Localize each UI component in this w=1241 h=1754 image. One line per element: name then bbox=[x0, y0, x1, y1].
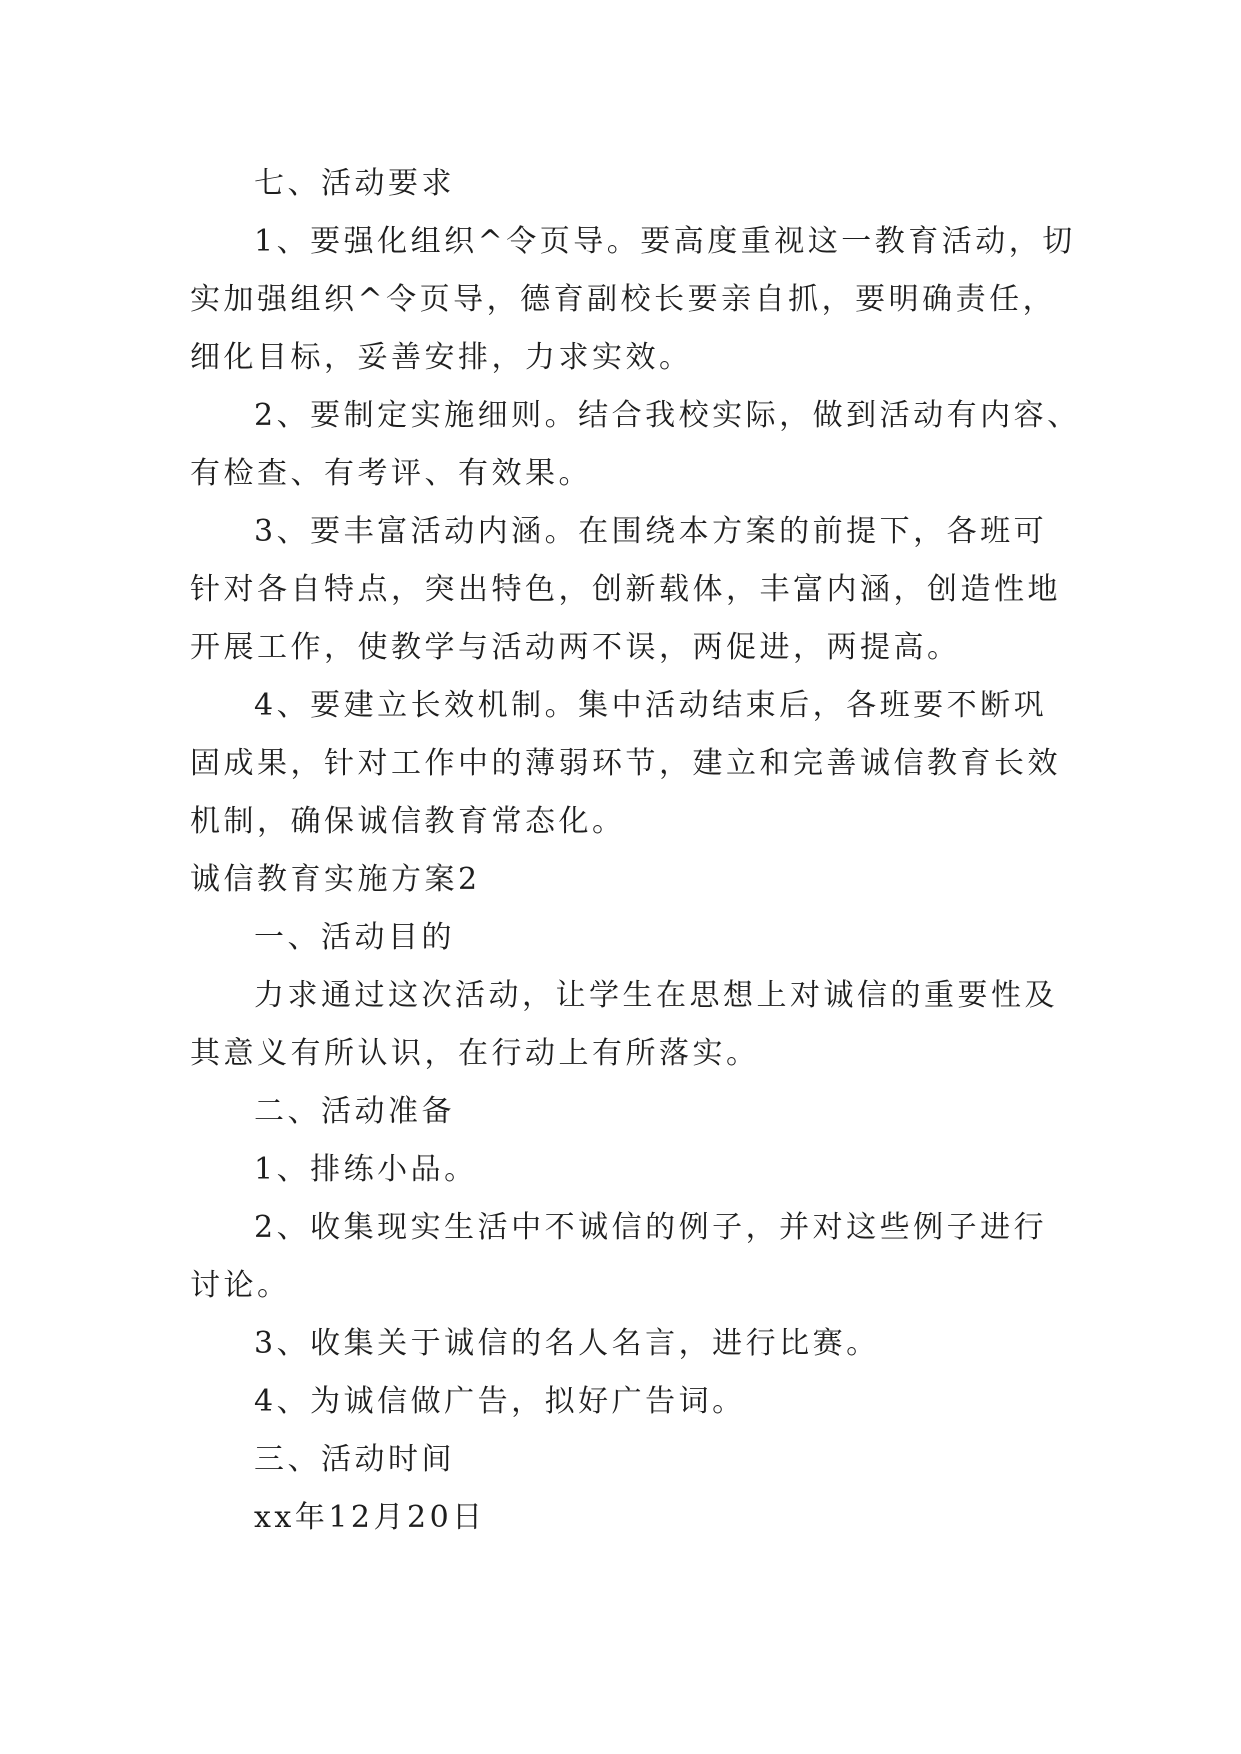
paragraph-line: 机制，确保诚信教育常态化。 bbox=[190, 804, 626, 839]
paragraph-line: 针对各自特点，突出特色，创新载体，丰富内涵，创造性地 bbox=[190, 572, 1061, 607]
section-heading-requirements: 七、活动要求 bbox=[254, 166, 455, 201]
paragraph-line: 固成果，针对工作中的薄弱环节，建立和完善诚信教育长效 bbox=[190, 746, 1061, 781]
section-heading-purpose: 一、活动目的 bbox=[254, 920, 455, 955]
paragraph-line: 讨论。 bbox=[190, 1268, 291, 1303]
paragraph-line: 其意义有所认识，在行动上有所落实。 bbox=[190, 1036, 760, 1071]
paragraph-line: 力求通过这次活动，让学生在思想上对诚信的重要性及 bbox=[254, 978, 1058, 1013]
paragraph-line: 有检查、有考评、有效果。 bbox=[190, 456, 592, 491]
activity-date: xx年12月20日 bbox=[254, 1500, 486, 1535]
paragraph-line: 4、要建立长效机制。集中活动结束后，各班要不断巩 bbox=[254, 688, 1048, 723]
list-item: 2、收集现实生活中不诚信的例子，并对这些例子进行 bbox=[254, 1210, 1048, 1245]
paragraph-line: 细化目标，妥善安排，力求实效。 bbox=[190, 340, 693, 375]
paragraph-line: 2、要制定实施细则。结合我校实际，做到活动有内容、 bbox=[254, 398, 1081, 433]
section-heading-preparation: 二、活动准备 bbox=[254, 1094, 455, 1129]
document-title: 诚信教育实施方案2 bbox=[190, 862, 481, 897]
list-item: 4、为诚信做广告，拟好广告词。 bbox=[254, 1384, 746, 1419]
paragraph-line: 3、要丰富活动内涵。在围绕本方案的前提下，各班可 bbox=[254, 514, 1048, 549]
paragraph-line: 实加强组织^令页导，德育副校长要亲自抓，要明确责任， bbox=[190, 282, 1057, 317]
section-heading-time: 三、活动时间 bbox=[254, 1442, 455, 1477]
paragraph-line: 开展工作，使教学与活动两不误，两促进，两提高。 bbox=[190, 630, 961, 665]
paragraph-line: 1、要强化组织^令页导。要高度重视这一教育活动，切 bbox=[254, 224, 1076, 259]
list-item: 1、排练小品。 bbox=[254, 1152, 478, 1187]
list-item: 3、收集关于诚信的名人名言，进行比赛。 bbox=[254, 1326, 880, 1361]
